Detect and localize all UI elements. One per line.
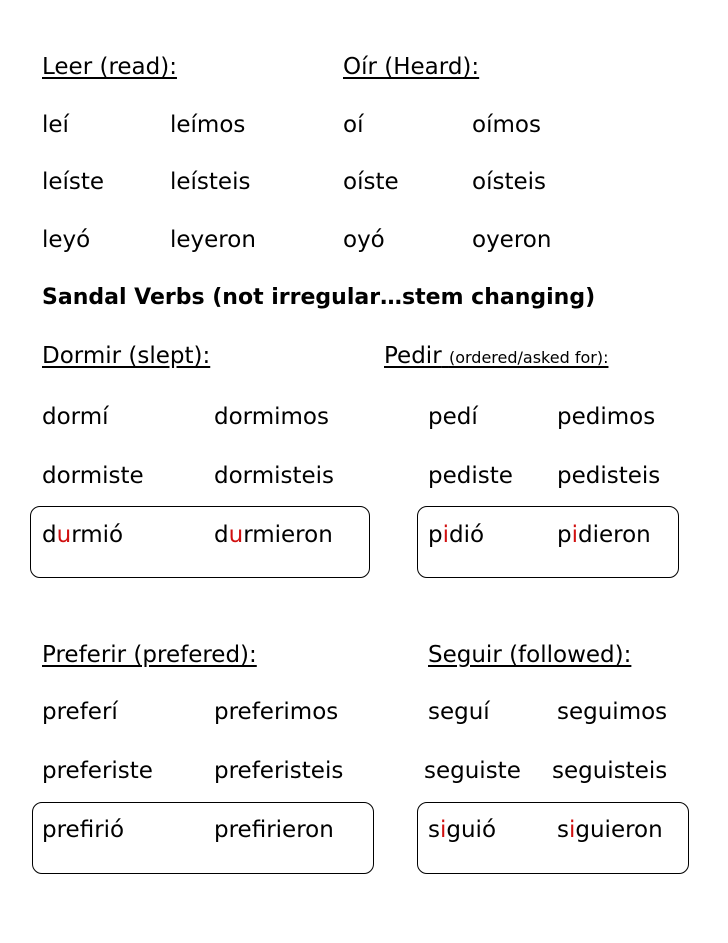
pedir-title-sub: (ordered/asked for): [448, 348, 609, 367]
seguir-nosotros: seguimos [557, 699, 668, 725]
leer-yo: leí [42, 112, 69, 138]
seguir-ellos [557, 815, 663, 845]
leer-title: Leer (read): [42, 54, 177, 80]
dormir-ellos-pre: d [214, 522, 229, 548]
dormir-yo: dormí [42, 404, 109, 430]
preferir-el-post: rió [94, 817, 125, 843]
preferir-tu: preferiste [42, 758, 153, 784]
dormir-el-change: u [56, 522, 72, 548]
pedir-nosotros: pedimos [557, 404, 656, 430]
seguir-ellos-post: guieron [575, 817, 663, 843]
oir-vosotros: oísteis [472, 169, 546, 195]
preferir-title: Preferir (prefered): [42, 642, 257, 668]
preferir-ellos [214, 815, 334, 845]
preferir-ellos-pre: pref [214, 817, 267, 843]
pedir-el-pre: p [428, 522, 443, 548]
sandal-verbs-heading: Sandal Verbs (not irregular…stem changing) [42, 285, 596, 310]
seguir-tu: seguiste [424, 758, 521, 784]
seguir-vosotros: seguisteis [552, 758, 668, 784]
seguir-el [428, 815, 496, 845]
preferir-yo: preferí [42, 699, 118, 725]
dormir-ellos [214, 520, 333, 550]
oir-tu: oíste [343, 169, 399, 195]
leer-el: leyó [42, 227, 91, 253]
seguir-title: Seguir (followed): [428, 642, 632, 668]
leer-tu: leíste [42, 169, 105, 195]
pedir-ellos-pre: p [557, 522, 572, 548]
dormir-vosotros: dormisteis [214, 463, 335, 489]
dormir-title: Dormir (slept): [42, 343, 211, 369]
preferir-vosotros: preferisteis [214, 758, 344, 784]
dormir-el [42, 520, 123, 550]
preferir-ellos-post: rieron [266, 817, 334, 843]
dormir-el-post: rmió [71, 522, 124, 548]
dormir-nosotros: dormimos [214, 404, 329, 430]
pedir-title [384, 341, 608, 373]
pedir-title-main: Pedir [384, 343, 442, 369]
seguir-el-change: i [439, 817, 447, 843]
dormir-ellos-change: u [228, 522, 244, 548]
leer-ellos: leyeron [170, 227, 256, 253]
seguir-yo: seguí [428, 699, 490, 725]
dormir-el-pre: d [42, 522, 57, 548]
pedir-el-post: dió [449, 522, 485, 548]
pedir-vosotros: pedisteis [557, 463, 661, 489]
oir-el: oyó [343, 227, 385, 253]
pedir-yo: pedí [428, 404, 478, 430]
seguir-ellos-pre: s [557, 817, 569, 843]
seguir-el-pre: s [428, 817, 440, 843]
preferir-el-pre: pref [42, 817, 95, 843]
leer-nosotros: leímos [170, 112, 246, 138]
seguir-el-post: guió [446, 817, 497, 843]
dormir-tu: dormiste [42, 463, 144, 489]
pedir-ellos [557, 520, 651, 550]
oir-title: Oír (Heard): [343, 54, 480, 80]
oir-nosotros: oímos [472, 112, 541, 138]
leer-vosotros: leísteis [170, 169, 251, 195]
seguir-ellos-change: i [568, 817, 576, 843]
dormir-ellos-post: rmieron [243, 522, 333, 548]
pedir-el [428, 520, 484, 550]
oir-ellos: oyeron [472, 227, 552, 253]
oir-yo: oí [343, 112, 364, 138]
pedir-el-change: i [442, 522, 449, 548]
pedir-tu: pediste [428, 463, 513, 489]
pedir-ellos-post: dieron [578, 522, 651, 548]
pedir-ellos-change: i [571, 522, 578, 548]
preferir-nosotros: preferimos [214, 699, 339, 725]
preferir-el [42, 815, 124, 845]
